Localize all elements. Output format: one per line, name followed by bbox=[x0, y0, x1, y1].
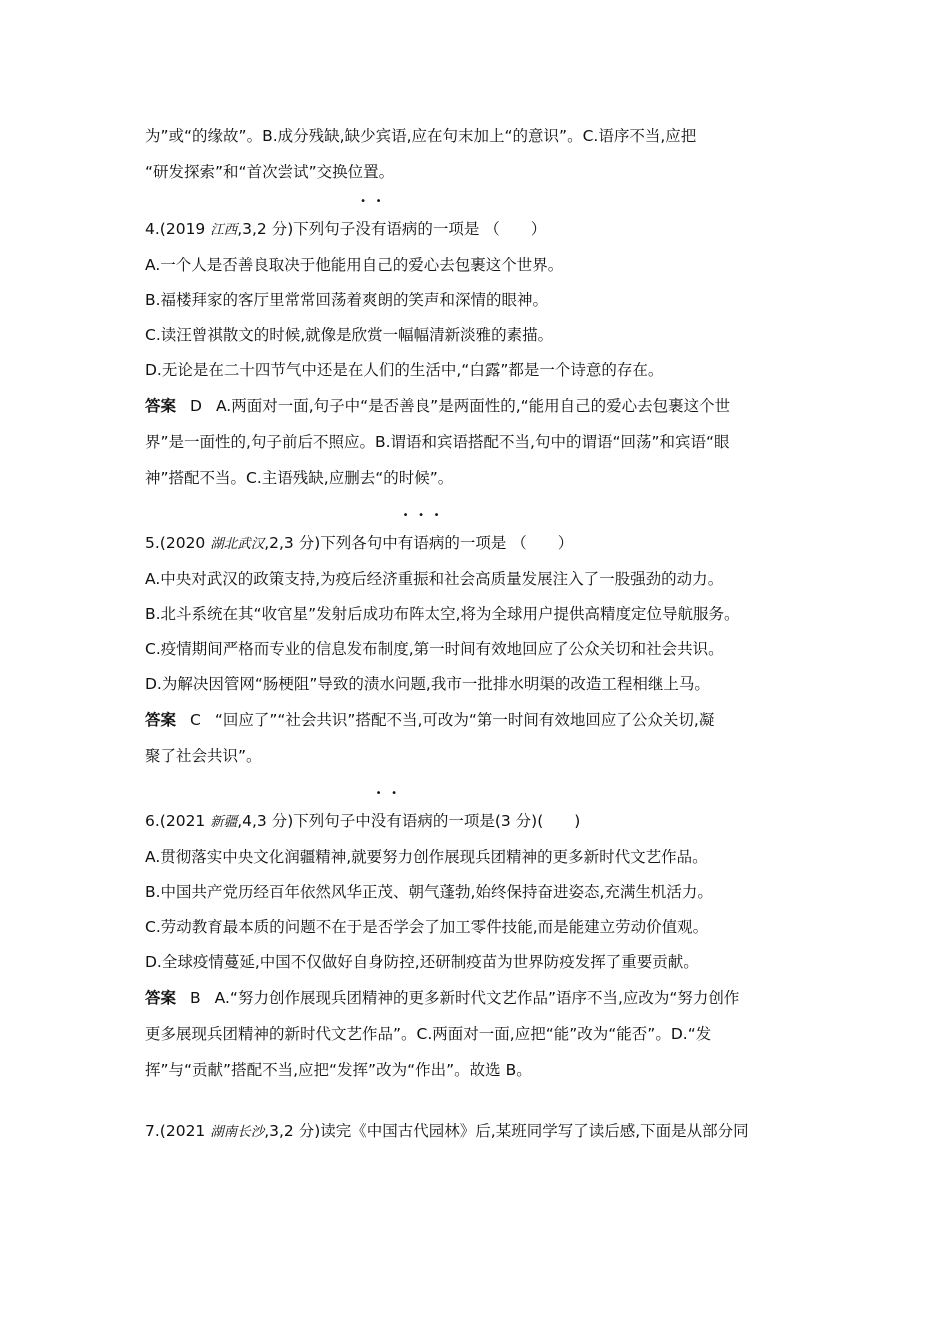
question-stem: 7.(2021 湖南长沙,3,2 分)读完《中国古代园林》后,某班同学写了读后感,下面是从部分同 bbox=[145, 1122, 749, 1140]
option-d: D.无论是在二十四节气中还是在人们的生活中,“白露”都是一个诗意的存在。 bbox=[145, 361, 664, 379]
question-source: (2019 江西,3,2 分) bbox=[159, 220, 294, 238]
question-7 bbox=[145, 1114, 810, 1150]
answer-key: D bbox=[190, 397, 202, 415]
option-a: A.一个人是否善良取决于他能用自己的爱心去包裹这个世界。 bbox=[145, 256, 564, 274]
previous-answer-continuation bbox=[145, 118, 810, 190]
answer-line: 挥”与“贡献”搭配不当,应把“发挥”改为“作出”。故选 B。 bbox=[145, 1061, 532, 1079]
source-region: 湖北武汉 bbox=[210, 536, 265, 552]
emphasis-char: 有 bbox=[386, 812, 402, 830]
source-region: 江西 bbox=[210, 222, 238, 238]
option-d: D.全球疫情蔓延,中国不仅做好自身防控,还研制疫苗为世界防疫发挥了重要贡献。 bbox=[145, 953, 699, 971]
option-b: B.中国共产党历经百年依然风华正茂、朝气蓬勃,始终保持奋进姿态,充满生机活力。 bbox=[145, 883, 713, 901]
question-source: (2021 湖南长沙,3,2 分) bbox=[159, 1122, 321, 1140]
question-source: (2020 湖北武汉,2,3 分) bbox=[159, 534, 321, 552]
source-region: 湖南长沙 bbox=[210, 1124, 265, 1140]
answer-label: 答案 bbox=[145, 989, 177, 1007]
answer-label: 答案 bbox=[145, 397, 177, 415]
option-b: B.福楼拜家的客厅里常常回荡着爽朗的笑声和深情的眼神。 bbox=[145, 291, 549, 309]
answer-key: B bbox=[190, 989, 201, 1007]
option-b: B.北斗系统在其“收官星”发射后成功布阵太空,将为全球用户提供高精度定位导航服务。 bbox=[145, 605, 740, 623]
page-content bbox=[145, 118, 810, 1150]
question-number: 5. bbox=[145, 534, 160, 552]
question-4 bbox=[145, 212, 810, 496]
question-5 bbox=[145, 526, 810, 774]
answer-line: 聚了社会共识”。 bbox=[145, 747, 262, 765]
answer-explanation: 答案 D A.两面对一面,句子中“是否善良”是两面性的,“能用自己的爱心去包裹这个世 bbox=[145, 388, 810, 424]
answer-explanation: 答案 B A.“努力创作展现兵团精神的更多新时代文艺作品”语序不当,应改为“努力创作 bbox=[145, 980, 810, 1016]
emphasis-char: 病 bbox=[428, 534, 445, 552]
answer-line: 界”是一面性的,句子前后不照应。B.谓语和宾语搭配不当,句中的谓语“回荡”和宾语“眼 bbox=[145, 433, 730, 451]
option-d: D.为解决因管网“肠梗阻”导致的渍水问题,我市一批排水明渠的改造工程相继上马。 bbox=[145, 675, 710, 693]
source-region: 新疆 bbox=[210, 814, 238, 830]
emphasis-char: 语 bbox=[413, 534, 429, 552]
answer-key: C bbox=[190, 711, 201, 729]
option-a: A.中央对武汉的政策支持,为疫后经济重振和社会高质量发展注入了一股强劲的动力。 bbox=[145, 570, 724, 588]
option-c: C.读汪曾祺散文的时候,就像是欣赏一幅幅清新淡雅的素描。 bbox=[145, 326, 554, 344]
question-stem: 5.(2020 湖北武汉,2,3 分)下列各句中有语病的一项是 （ ） bbox=[145, 526, 810, 562]
emphasis-char: 没 bbox=[370, 812, 387, 830]
answer-explanation: 答案 C “回应了”“社会共识”搭配不当,可改为“第一时间有效地回应了公众关切,凝 bbox=[145, 702, 810, 738]
question-source: (2021 新疆,4,3 分) bbox=[159, 812, 294, 830]
answer-line: 更多展现兵团精神的新时代文艺作品”。C.两面对一面,应把“能”改为“能否”。D.“发 bbox=[145, 1025, 712, 1043]
answer-line: 为”或“的缘故”。B.成分残缺,缺少宾语,应在句末加上“的意识”。C.语序不当,应把 bbox=[145, 127, 697, 145]
question-stem: 4.(2019 江西,3,2 分)下列句子没有语病的一项是 （ ） bbox=[145, 212, 810, 248]
question-number: 6. bbox=[145, 812, 160, 830]
question-stem: 6.(2021 新疆,4,3 分)下列句子中没有语病的一项是(3 分)( ) bbox=[145, 804, 810, 840]
option-c: C.疫情期间严格而专业的信息发布制度,第一时间有效地回应了公众关切和社会共识。 bbox=[145, 640, 724, 658]
emphasis-char: 有 bbox=[370, 220, 387, 238]
answer-label: 答案 bbox=[145, 711, 177, 729]
question-number: 4. bbox=[145, 220, 160, 238]
option-c: C.劳动教育最本质的问题不在于是否学会了加工零件技能,而是能建立劳动价值观。 bbox=[145, 918, 709, 936]
answer-line: 神”搭配不当。C.主语残缺,应删去“的时候”。 bbox=[145, 469, 454, 487]
emphasis-char: 有 bbox=[397, 534, 414, 552]
question-number: 7. bbox=[145, 1122, 160, 1140]
emphasis-char: 没 bbox=[355, 220, 371, 238]
answer-line: “研发探索”和“首次尝试”交换位置。 bbox=[145, 163, 395, 181]
question-6 bbox=[145, 804, 810, 1088]
option-a: A.贯彻落实中央文化润疆精神,就要努力创作展现兵团精神的更多新时代文艺作品。 bbox=[145, 848, 708, 866]
